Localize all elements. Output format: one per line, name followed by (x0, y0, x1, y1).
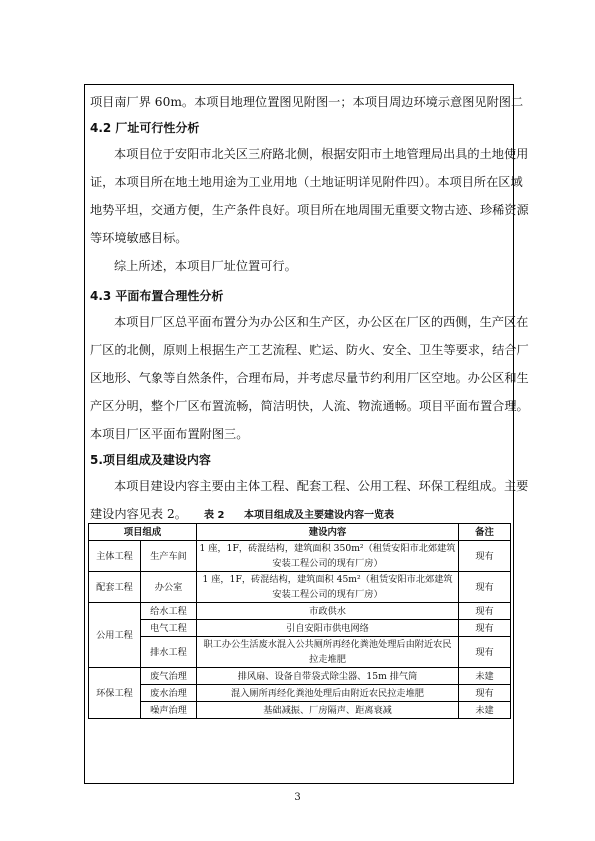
para-line: 本项目厂区平面布置附图三。 (90, 427, 249, 441)
para-line: 本项目建设内容主要由主体工程、配套工程、公用工程、环保工程组成。主要 (114, 479, 529, 493)
content-cell: 市政供水 (197, 603, 459, 620)
heading-5: 5.项目组成及建设内容 (90, 453, 211, 467)
para-line: 厂区的北侧，原则上根据生产工艺流程、贮运、防火、安全、卫生等要求，结合厂 (90, 343, 529, 357)
category-cell: 环保工程 (89, 668, 141, 719)
header-content: 建设内容 (197, 524, 459, 541)
para-line: 建设内容见表 2。 (90, 507, 187, 521)
note-cell: 未建 (459, 702, 511, 719)
subcategory-cell: 废水治理 (141, 685, 197, 702)
note-cell: 现有 (459, 637, 511, 668)
subcategory-cell: 废气治理 (141, 668, 197, 685)
note-cell: 现有 (459, 541, 511, 572)
header-note: 备注 (459, 524, 511, 541)
table-row (89, 572, 511, 603)
note-cell: 现有 (459, 620, 511, 637)
table-row (89, 620, 511, 637)
heading-4-3: 4.3 平面布置合理性分析 (90, 289, 224, 303)
para-line: 地势平坦，交通方便，生产条件良好。项目所在地周围无重要文物古迹、珍稀资源 (90, 203, 529, 217)
content-cell: 基础减振、厂房隔声、距离衰减 (197, 702, 459, 719)
subcategory-cell: 噪声治理 (141, 702, 197, 719)
page-number: 3 (294, 792, 301, 803)
table-row (89, 668, 511, 685)
table-row (89, 637, 511, 668)
para-line: 证，本项目所在地土地用途为工业用地（土地证明详见附件四）。本项目所在区域 (90, 175, 523, 189)
para-line: 本项目位于安阳市北关区三府路北侧，根据安阳市土地管理局出具的土地使用 (114, 147, 529, 161)
subcategory-cell: 生产车间 (141, 541, 197, 572)
category-cell: 配套工程 (89, 572, 141, 603)
category-cell: 公用工程 (89, 603, 141, 668)
heading-4-2: 4.2 厂址可行性分析 (90, 121, 200, 135)
table-caption-number: 表 2 (204, 510, 225, 521)
note-cell: 现有 (459, 685, 511, 702)
subcategory-cell: 办公室 (141, 572, 197, 603)
subcategory-cell: 电气工程 (141, 620, 197, 637)
project-composition-table (88, 523, 511, 719)
body-text (90, 88, 529, 528)
table-header-row (89, 524, 511, 541)
note-cell: 现有 (459, 572, 511, 603)
content-cell: 排风扇、设备自带袋式除尘器、15m 排气筒 (197, 668, 459, 685)
table-row (89, 541, 511, 572)
para-line: 区地形、气象等自然条件，合理布局，并考虑尽量节约利用厂区空地。办公区和生 (90, 371, 529, 385)
header-group: 项目组成 (89, 524, 197, 541)
para-line: 综上所述，本项目厂址位置可行。 (114, 259, 297, 273)
para-line: 等环境敏感目标。 (90, 231, 188, 245)
para-line: 产区分明，整个厂区布置流畅，简洁明快，人流、物流通畅。项目平面布置合理。 (90, 399, 529, 413)
content-cell: 引自安阳市供电网络 (197, 620, 459, 637)
content-cell: 1 座，1F，砖混结构，建筑面积 350m²（租赁安阳市北郊建筑安装工程公司的现有厂房） (197, 541, 459, 572)
content-cell: 1 座，1F，砖混结构，建筑面积 45m²（租赁安阳市北郊建筑安装工程公司的现有厂房） (197, 572, 459, 603)
content-cell: 职工办公生活废水混入公共厕所再经化粪池处理后由附近农民拉走堆肥 (197, 637, 459, 668)
note-cell: 现有 (459, 603, 511, 620)
subcategory-cell: 排水工程 (141, 637, 197, 668)
intro-line: 项目南厂界 60m。本项目地理位置图见附图一；本项目周边环境示意图见附图二 (90, 95, 524, 109)
content-cell: 混入厕所再经化粪池处理后由附近农民拉走堆肥 (197, 685, 459, 702)
para-line: 本项目厂区总平面布置分为办公区和生产区，办公区在厂区的西侧，生产区在 (114, 315, 529, 329)
table-caption (84, 506, 514, 521)
category-cell: 主体工程 (89, 541, 141, 572)
table-caption-title: 本项目组成及主要建设内容一览表 (243, 510, 394, 521)
note-cell: 未建 (459, 668, 511, 685)
table-row (89, 685, 511, 702)
table-row (89, 603, 511, 620)
table-row (89, 702, 511, 719)
subcategory-cell: 给水工程 (141, 603, 197, 620)
